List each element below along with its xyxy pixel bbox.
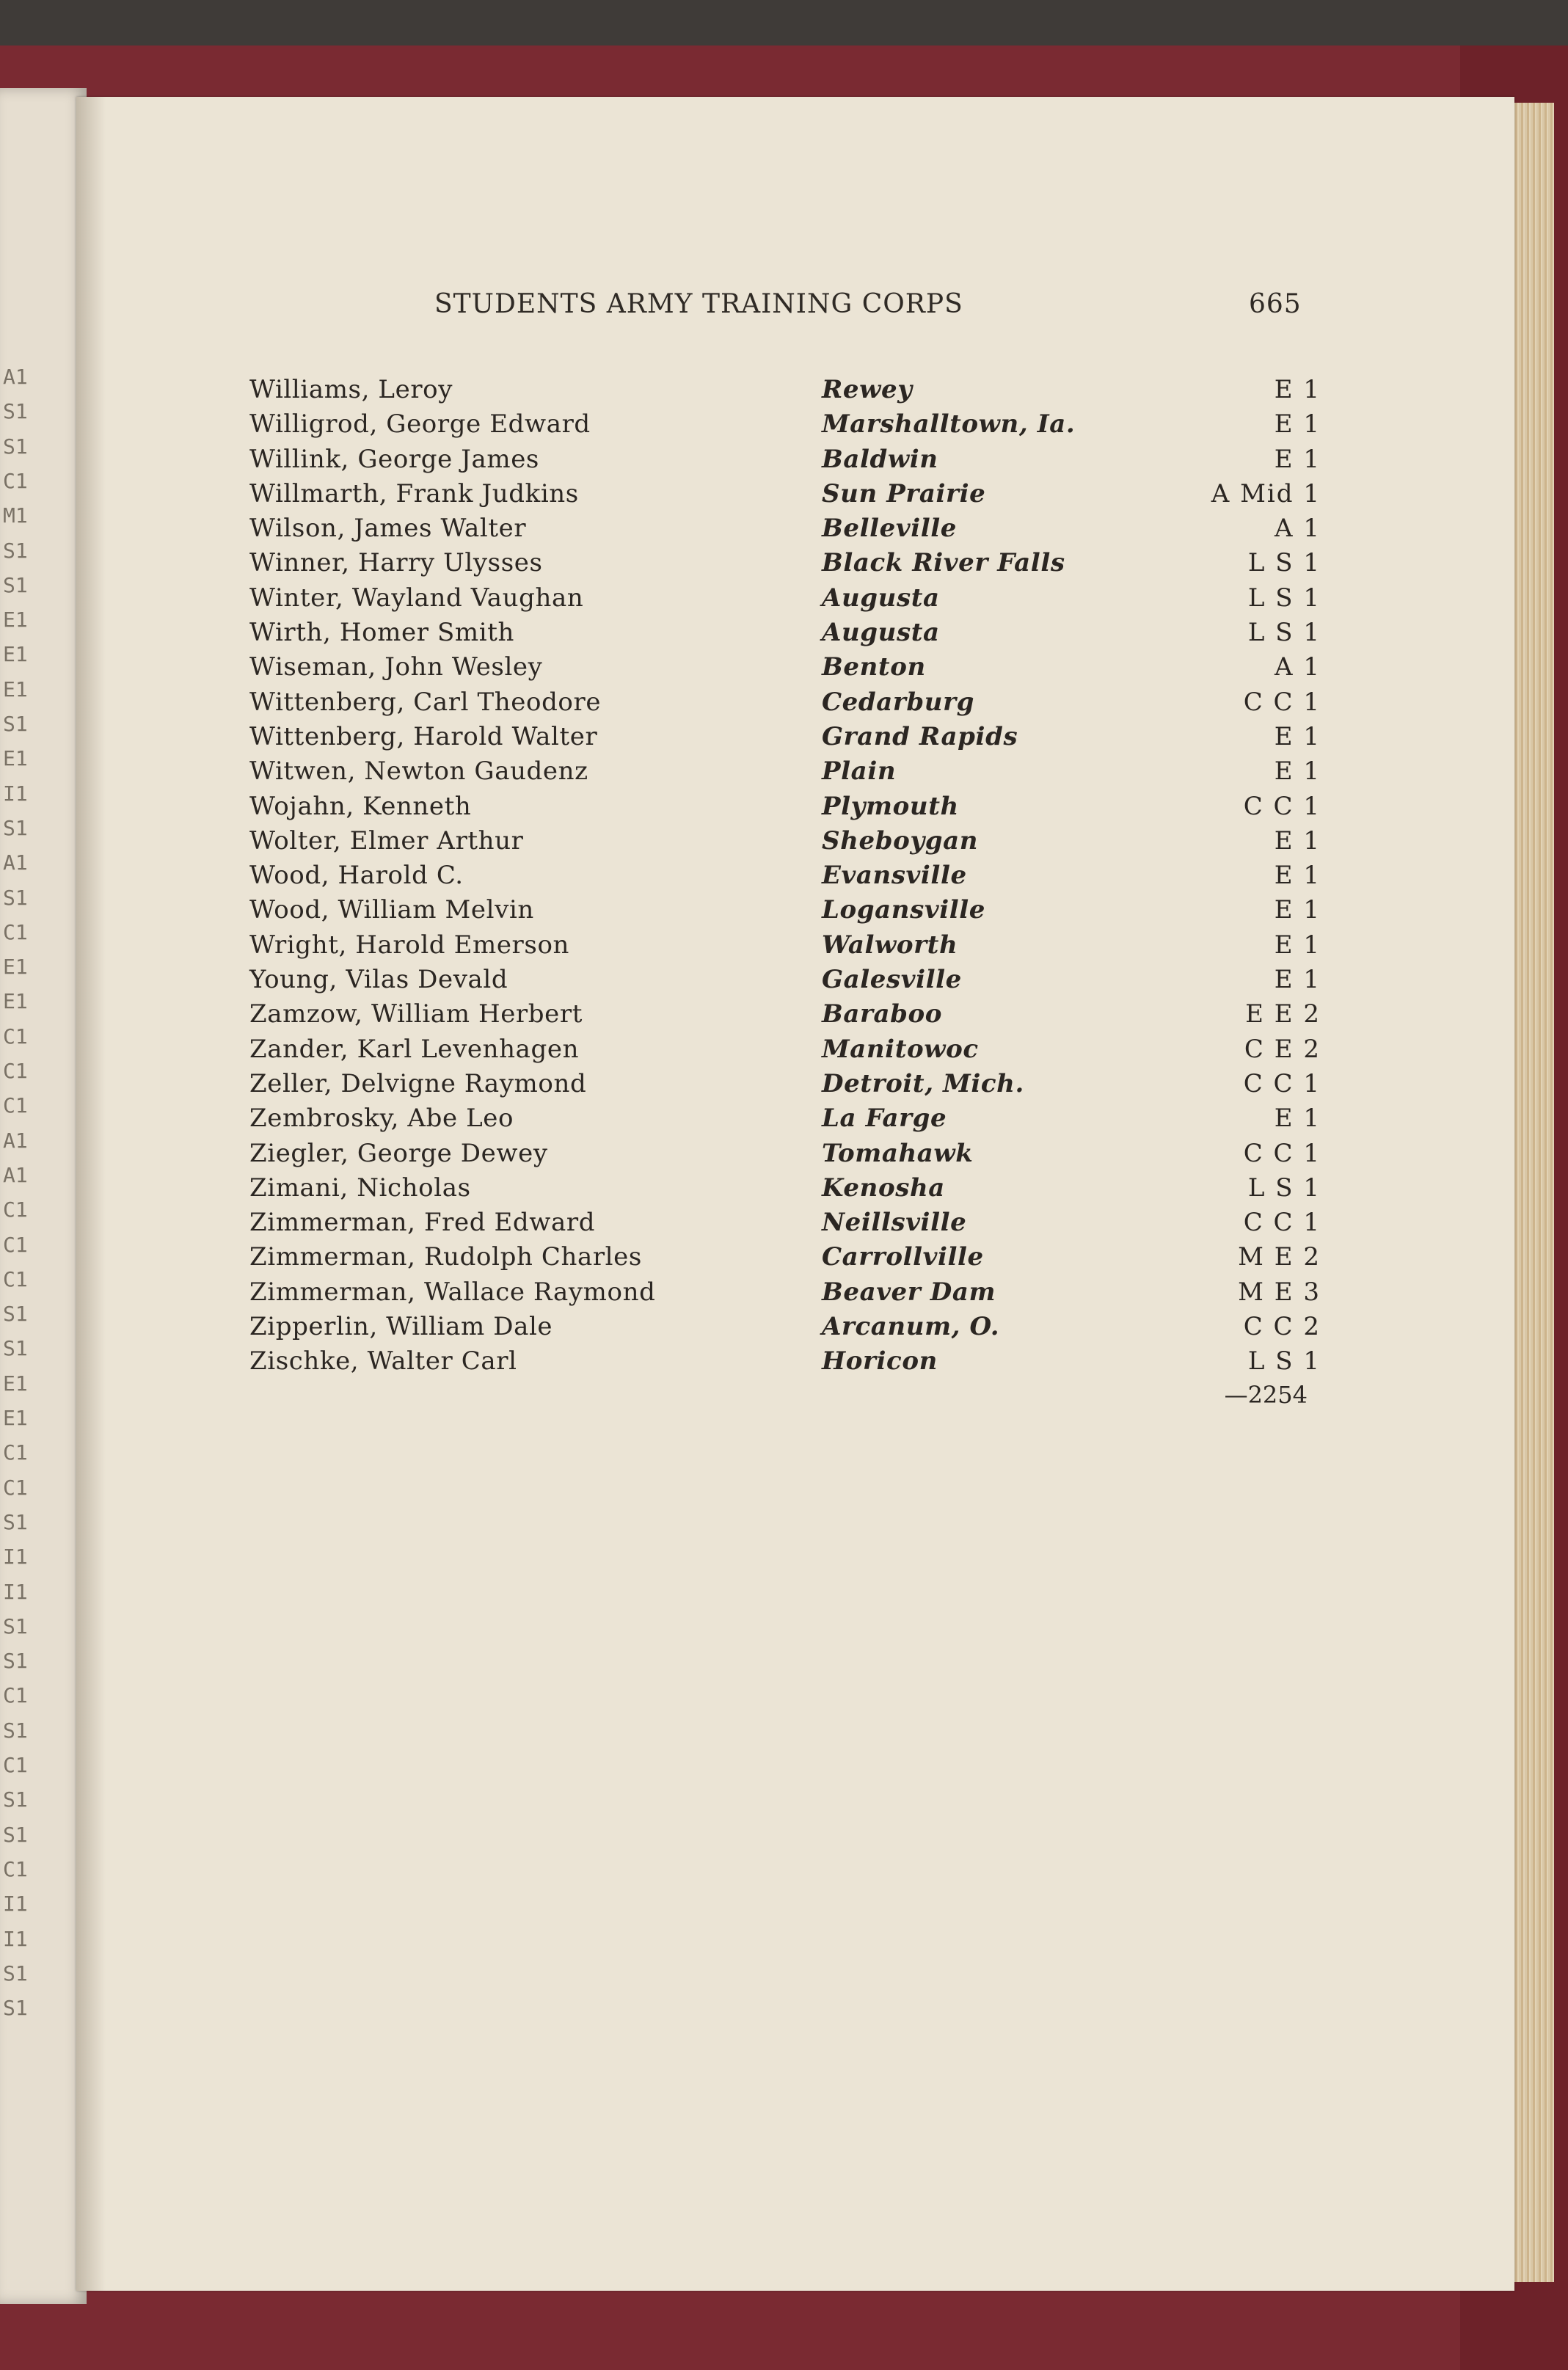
previous-page-margin-mark: S1 xyxy=(3,572,28,597)
previous-page-margin-mark: A1 xyxy=(3,1128,28,1153)
student-name: Wirth, Homer Smith xyxy=(249,618,514,648)
student-class: E 1 xyxy=(1274,895,1321,925)
student-name: Zembrosky, Abe Leo xyxy=(249,1104,514,1134)
student-class: E 1 xyxy=(1274,409,1321,440)
roster-row xyxy=(249,928,1321,963)
student-name: Zeller, Delvigne Raymond xyxy=(249,1068,587,1098)
student-class: L S 1 xyxy=(1247,1173,1321,1203)
previous-page-margin-mark: E1 xyxy=(3,746,28,771)
previous-page-margin-mark: S1 xyxy=(3,712,28,736)
student-class: C C 1 xyxy=(1243,791,1321,821)
roster-row xyxy=(249,754,1321,789)
student-hometown: Kenosha xyxy=(822,1173,945,1203)
previous-page-margin-mark: S1 xyxy=(3,1996,28,2021)
previous-page-margin-mark: I1 xyxy=(3,781,28,806)
student-class: E 1 xyxy=(1274,861,1321,891)
previous-page-margin-mark: S1 xyxy=(3,1509,28,1534)
student-hometown: Augusta xyxy=(822,583,940,613)
roster-row xyxy=(249,442,1321,477)
previous-page-margin-mark: A1 xyxy=(3,1162,28,1187)
previous-page-margin-mark: C1 xyxy=(3,919,28,944)
student-class: L S 1 xyxy=(1247,1346,1321,1377)
student-name: Wilson, James Walter xyxy=(249,514,527,544)
previous-page-margin-mark: S1 xyxy=(3,538,28,563)
previous-page-margin-mark: C1 xyxy=(3,1232,28,1257)
roster-row xyxy=(249,616,1321,650)
roster-total: —2254 xyxy=(1224,1381,1308,1409)
previous-page-margin-mark: S1 xyxy=(3,434,28,459)
student-hometown: Sheboygan xyxy=(822,825,979,856)
roster-row xyxy=(249,477,1321,511)
student-hometown: Marshalltown, Ia. xyxy=(822,409,1076,440)
student-hometown: Black River Falls xyxy=(822,548,1065,578)
previous-page-margin-mark: C1 xyxy=(3,1197,28,1222)
roster-row xyxy=(249,1240,1321,1275)
roster-row xyxy=(249,997,1321,1032)
previous-page-margin-mark: C1 xyxy=(3,1266,28,1291)
roster-row xyxy=(249,373,1321,407)
student-class: C C 1 xyxy=(1243,1138,1321,1168)
roster-row xyxy=(249,720,1321,754)
student-name: Wood, William Melvin xyxy=(249,895,534,925)
roster-row xyxy=(249,790,1321,824)
student-hometown: Benton xyxy=(822,652,926,682)
student-name: Williams, Leroy xyxy=(249,375,453,404)
student-name: Winner, Harry Ulysses xyxy=(249,548,543,578)
student-name: Wittenberg, Carl Theodore xyxy=(249,687,602,717)
previous-page-margin-mark: I1 xyxy=(3,1545,28,1569)
student-hometown: Cedarburg xyxy=(822,687,974,717)
student-class: L S 1 xyxy=(1247,583,1321,613)
previous-page-margin-mark: I1 xyxy=(3,1892,28,1917)
previous-page-margin-mark: C1 xyxy=(3,1856,28,1881)
student-class: L S 1 xyxy=(1247,618,1321,648)
previous-page-margin-mark: I1 xyxy=(3,1579,28,1604)
student-class: E 1 xyxy=(1274,444,1321,474)
roster-row xyxy=(249,858,1321,893)
roster-row xyxy=(249,407,1321,442)
student-class: A 1 xyxy=(1275,652,1321,682)
gutter-shadow xyxy=(76,97,106,2291)
student-hometown: Sun Prairie xyxy=(822,478,986,508)
previous-page-margin-mark: E1 xyxy=(3,1406,28,1430)
previous-page-margin-mark: C1 xyxy=(3,1475,28,1500)
student-class: E 1 xyxy=(1274,1104,1321,1134)
previous-page-margin-mark: E1 xyxy=(3,608,28,632)
previous-page-margin-mark: E1 xyxy=(3,955,28,980)
student-name: Ziegler, George Dewey xyxy=(249,1138,548,1168)
roster-row xyxy=(249,1344,1321,1379)
previous-page-margin-mark: C1 xyxy=(3,1093,28,1118)
student-name: Zamzow, William Herbert xyxy=(249,999,583,1029)
previous-page-margin-mark: S1 xyxy=(3,1614,28,1638)
student-name: Wiseman, John Wesley xyxy=(249,652,543,682)
previous-page-margin-mark: C1 xyxy=(3,468,28,493)
student-class: E 1 xyxy=(1274,930,1321,960)
student-name: Young, Vilas Devald xyxy=(249,965,508,995)
previous-page-margin-mark: E1 xyxy=(3,1371,28,1396)
student-class: C C 1 xyxy=(1243,1068,1321,1098)
previous-page-margin-mark: S1 xyxy=(3,1302,28,1327)
student-hometown: Walworth xyxy=(822,930,958,960)
student-hometown: Rewey xyxy=(822,375,913,404)
student-name: Zimmerman, Rudolph Charles xyxy=(249,1242,642,1272)
student-class: M E 3 xyxy=(1238,1277,1321,1307)
previous-page-margin-mark: C1 xyxy=(3,1753,28,1777)
student-hometown: Beaver Dam xyxy=(822,1277,996,1307)
roster-row xyxy=(249,581,1321,616)
student-class: M E 2 xyxy=(1238,1242,1321,1272)
roster-row xyxy=(249,893,1321,927)
student-name: Witwen, Newton Gaudenz xyxy=(249,756,588,787)
previous-page-margin-mark: C1 xyxy=(3,1440,28,1465)
student-hometown: Belleville xyxy=(822,514,957,544)
previous-page-margin-mark: I1 xyxy=(3,1926,28,1951)
roster-row xyxy=(249,963,1321,997)
previous-page-margin-mark: A1 xyxy=(3,850,28,875)
previous-page-margin-mark: S1 xyxy=(3,1336,28,1361)
student-name: Wolter, Elmer Arthur xyxy=(249,825,524,856)
student-hometown: Manitowoc xyxy=(822,1034,979,1064)
student-hometown: Arcanum, O. xyxy=(822,1312,1000,1342)
previous-page-margin-mark: E1 xyxy=(3,989,28,1014)
roster-row xyxy=(249,1171,1321,1206)
page-number: 665 xyxy=(1249,289,1302,319)
student-hometown: Tomahawk xyxy=(822,1138,974,1168)
previous-page-margin-mark: S1 xyxy=(3,815,28,840)
roster-row xyxy=(249,1275,1321,1310)
previous-page-margin-mark: S1 xyxy=(3,1718,28,1743)
roster-row xyxy=(249,1206,1321,1240)
roster-row xyxy=(249,1032,1321,1067)
previous-page-margin-mark: E1 xyxy=(3,677,28,701)
previous-page-margin-mark: S1 xyxy=(3,399,28,424)
roster-row xyxy=(249,511,1321,546)
roster-row xyxy=(249,1067,1321,1101)
student-class: E 1 xyxy=(1274,375,1321,404)
student-name: Zimmerman, Fred Edward xyxy=(249,1208,596,1238)
roster-row xyxy=(249,1101,1321,1136)
running-header: STUDENTS ARMY TRAINING CORPS xyxy=(434,289,963,319)
student-hometown: Baldwin xyxy=(822,444,938,474)
student-hometown: Detroit, Mich. xyxy=(822,1068,1024,1098)
student-name: Winter, Wayland Vaughan xyxy=(249,583,584,613)
student-hometown: Galesville xyxy=(822,965,962,995)
student-hometown: Baraboo xyxy=(822,999,943,1029)
student-hometown: Grand Rapids xyxy=(822,721,1018,751)
student-class: E 1 xyxy=(1274,825,1321,856)
student-class: C C 1 xyxy=(1243,687,1321,717)
roster-row xyxy=(249,1310,1321,1344)
student-name: Zimani, Nicholas xyxy=(249,1173,471,1203)
student-class: E 1 xyxy=(1274,721,1321,751)
student-class: A Mid 1 xyxy=(1211,478,1321,508)
student-hometown: Augusta xyxy=(822,618,940,648)
student-roster xyxy=(249,373,1321,1379)
student-hometown: Carrollville xyxy=(822,1242,984,1272)
student-hometown: Horicon xyxy=(822,1346,938,1377)
student-name: Zimmerman, Wallace Raymond xyxy=(249,1277,656,1307)
roster-row xyxy=(249,824,1321,858)
student-name: Zischke, Walter Carl xyxy=(249,1346,517,1377)
previous-page-margin-mark: M1 xyxy=(3,503,28,528)
previous-page-margin-mark: C1 xyxy=(3,1024,28,1049)
roster-row xyxy=(249,546,1321,580)
student-hometown: Plymouth xyxy=(822,791,959,821)
student-name: Willink, George James xyxy=(249,444,539,474)
previous-page-margin-mark: A1 xyxy=(3,365,28,389)
student-class: C C 2 xyxy=(1243,1312,1321,1342)
student-class: C C 1 xyxy=(1243,1208,1321,1238)
previous-page-edge xyxy=(0,88,87,2304)
student-hometown: Plain xyxy=(822,756,897,787)
student-class: C E 2 xyxy=(1244,1034,1321,1064)
student-name: Willmarth, Frank Judkins xyxy=(249,478,579,508)
student-name: Wood, Harold C. xyxy=(249,861,464,891)
previous-page-margin-mark: S1 xyxy=(3,885,28,910)
previous-page-margin-mark: C1 xyxy=(3,1683,28,1708)
student-class: E 1 xyxy=(1274,965,1321,995)
student-class: A 1 xyxy=(1275,514,1321,544)
roster-row xyxy=(249,650,1321,685)
roster-row xyxy=(249,1137,1321,1171)
previous-page-margin-mark: S1 xyxy=(3,1961,28,1986)
previous-page-margin-mark: S1 xyxy=(3,1649,28,1674)
student-class: L S 1 xyxy=(1247,548,1321,578)
student-class: E E 2 xyxy=(1245,999,1321,1029)
student-name: Willigrod, George Edward xyxy=(249,409,591,440)
previous-page-margin-mark: S1 xyxy=(3,1787,28,1812)
student-class: E 1 xyxy=(1274,756,1321,787)
student-hometown: La Farge xyxy=(822,1104,947,1134)
previous-page-margin-mark: S1 xyxy=(3,1822,28,1847)
student-name: Wright, Harold Emerson xyxy=(249,930,570,960)
student-hometown: Logansville xyxy=(822,895,985,925)
student-name: Zipperlin, William Dale xyxy=(249,1312,553,1342)
student-hometown: Evansville xyxy=(822,861,967,891)
student-name: Wojahn, Kenneth xyxy=(249,791,472,821)
student-name: Zander, Karl Levenhagen xyxy=(249,1034,580,1064)
previous-page-margin-mark: E1 xyxy=(3,642,28,667)
roster-row xyxy=(249,685,1321,720)
student-hometown: Neillsville xyxy=(822,1208,967,1238)
student-name: Wittenberg, Harold Walter xyxy=(249,721,598,751)
previous-page-margin-mark: C1 xyxy=(3,1059,28,1083)
